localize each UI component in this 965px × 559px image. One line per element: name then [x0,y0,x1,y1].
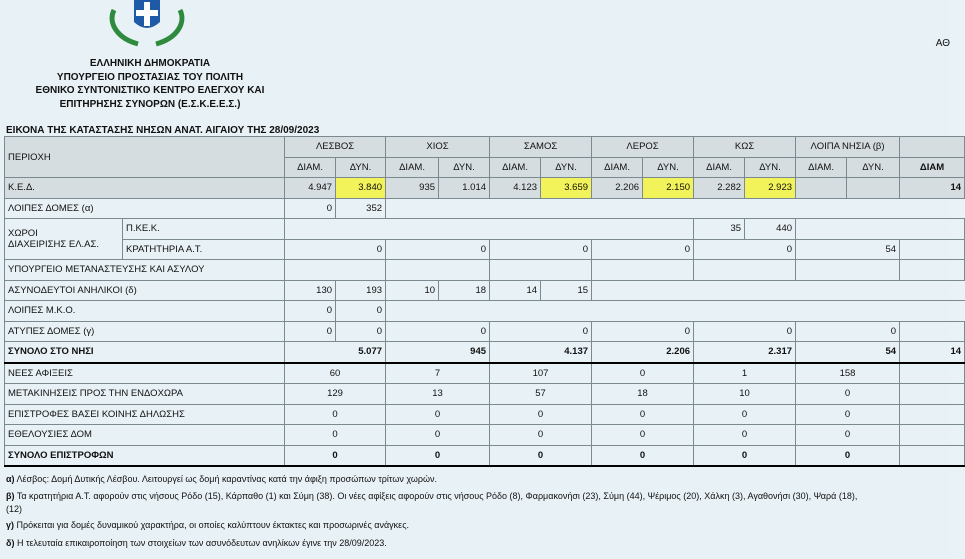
cell-value: 14 [900,342,965,363]
cell-value: 0 [285,198,336,219]
ministry-header [0,57,300,111]
cell-value: 0 [694,404,796,425]
cell-value: 3.840 [336,178,386,199]
table-row [5,198,965,219]
table-row [5,404,965,425]
cell-value: 2.150 [643,178,694,199]
cell-value: 352 [336,198,386,219]
document-title: ΕΙΚΟΝΑ ΤΗΣ ΚΑΤΑΣΤΑΣΗΣ ΝΗΣΩΝ ΑΝΑΤ. ΑΙΓΑΙΟΥ ΤΗΣ 28/09/2023 [6,125,320,136]
header-line: ΥΠΟΥΡΓΕΙΟ ΠΡΟΣΤΑΣΙΑΣ ΤΟΥ ΠΟΛΙΤΗ [56,71,244,83]
row-label: ΕΘΕΛΟΥΣΙΕΣ ΔΟΜ [5,425,285,446]
cell-value: 130 [285,280,336,301]
cell-value: 3.659 [541,178,592,199]
row-label: ΑΤΥΠΕΣ ΔΟΜΕΣ (γ) [5,321,285,342]
cell-value: 4.123 [490,178,541,199]
cell-value: 0 [694,321,796,342]
table-row [5,219,965,240]
cell-value: 1 [694,363,796,384]
footnote [6,490,950,503]
corner-text: ΑΘ [935,38,950,49]
empty-cell [900,404,965,425]
cell-value: 0 [694,445,796,466]
cell-value: 54 [796,342,900,363]
row-label: ΝΕΕΣ ΑΦΙΞΕΙΣ [5,363,285,384]
cell-value: 0 [285,404,386,425]
row-label: Π.ΚΕ.Κ. [123,219,285,240]
cell-value: 5.077 [285,342,386,363]
empty-cell [900,445,965,466]
cell-value: 935 [386,178,439,199]
cell-value: 0 [490,321,592,342]
sub-header: ΔΙΑΜ. [285,157,336,178]
empty-cell [285,219,694,240]
sub-header: ΔΙΑΜ. [796,157,847,178]
greek-emblem-icon [106,0,188,46]
sub-header: ΔΥΝ. [541,157,592,178]
cell-value: 0 [592,321,694,342]
cell-value [796,178,847,199]
cell-value: 4.137 [490,342,592,363]
sub-header: ΔΥΝ. [745,157,796,178]
footnote-key: α) [6,474,15,484]
empty-cell [900,425,965,446]
cell-value: 945 [386,342,490,363]
header-line: ΕΠΙΤΗΡΗΣΗΣ ΣΥΝΟΡΩΝ (Ε.Σ.Κ.Ε.Ε.Σ.) [59,98,241,110]
empty-cell [490,260,592,281]
cell-value: 0 [592,445,694,466]
cell-value: 0 [694,425,796,446]
table-row [5,321,965,342]
cell-value: 2.206 [592,342,694,363]
island-header: ΛΕΡΟΣ [592,137,694,158]
cell-value: 0 [285,239,386,260]
cell-value: 0 [592,239,694,260]
sub-header: ΔΥΝ. [847,157,900,178]
region-header: ΠΕΡΙΟΧΗ [5,137,285,178]
header-line: ΕΛΛΗΝΙΚΗ ΔΗΜΟΚΡΑΤΙΑ [89,58,211,69]
table-row [5,445,965,466]
cell-value: 0 [490,404,592,425]
table-row [5,137,965,158]
islands-status-table [4,136,965,467]
cell-value: 0 [336,301,386,322]
row-label: ΕΠΙΣΤΡΟΦΕΣ ΒΑΣΕΙ ΚΟΙΝΗΣ ΔΗΛΩΣΗΣ [5,404,285,425]
sub-header: ΔΙΑΜ. [386,157,439,178]
sub-header: ΔΥΝ. [439,157,490,178]
empty-cell [592,280,965,301]
footnote [6,534,950,552]
cell-value: 2.317 [694,342,796,363]
row-label: ΥΠΟΥΡΓΕΙΟ ΜΕΤΑΝΑΣΤΕΥΣΗΣ ΚΑΙ ΑΣΥΛΟΥ [5,260,285,281]
empty-cell [796,260,900,281]
table-row [5,363,965,384]
cell-value: 18 [592,384,694,405]
cell-value: 129 [285,384,386,405]
cell-value: 0 [386,404,490,425]
cell-value: 2.206 [592,178,643,199]
footnote [6,470,950,488]
island-header: ΛΕΣΒΟΣ [285,137,386,158]
cell-value: 0 [592,425,694,446]
sub-header: ΔΙΑΜ. [490,157,541,178]
row-label: ΛΟΙΠΕΣ Μ.Κ.Ο. [5,301,285,322]
row-group-label [5,219,123,260]
empty-cell [592,260,694,281]
empty-cell [900,363,965,384]
table-row [5,425,965,446]
cell-value: 0 [796,425,900,446]
table-row [5,384,965,405]
footnote-key: β) [6,491,15,501]
cell-value: 193 [336,280,386,301]
footnote-text: Πρόκειται για δομές δυναμικού χαρακτήρα, οι οποίες καλύπτουν έκτακτες και προσωρινές ανάγκες. [14,520,410,530]
island-header: ΚΩΣ [694,137,796,158]
table-row [5,239,965,260]
cell-value [847,178,900,199]
cell-value: 14 [490,280,541,301]
cell-value: 0 [336,321,386,342]
sub-header: ΔΙΑΜ. [592,157,643,178]
empty-cell [900,239,965,260]
footnote-continuation: (12) [6,504,23,514]
footnotes [6,470,950,552]
row-label: ΑΣΥΝΟΔΕΥΤΟΙ ΑΝΗΛΙΚΟΙ (δ) [5,280,285,301]
empty-cell [386,301,965,322]
island-header: ΣΑΜΟΣ [490,137,592,158]
row-label: ΣΥΝΟΛΟ ΣΤΟ ΝΗΣΙ [5,342,285,363]
island-header: ΧΙΟΣ [386,137,490,158]
cell-value: 107 [490,363,592,384]
table-row [5,280,965,301]
cell-value: 10 [386,280,439,301]
empty-cell [386,198,965,219]
cell-value: 0 [490,445,592,466]
cell-value: 0 [490,425,592,446]
empty-cell [900,321,965,342]
cell-value: 13 [386,384,490,405]
cell-value: 0 [694,239,796,260]
sub-header: ΔΥΝ. [643,157,694,178]
cell-value: 0 [285,321,336,342]
cell-value: 2.282 [694,178,745,199]
cell-value: 0 [796,445,900,466]
footnote-key: γ) [6,520,15,530]
table-row [5,301,965,322]
footnote-key: δ) [6,538,15,548]
cell-value: 15 [541,280,592,301]
footnote-text: Τα κρατητήρια Α.Τ. αφορούν στις νήσους Ρόδο (15), Κάρπαθο (1) και Σύμη (38). Οι νέες αφίξεις αφορούν στις νήσους Ρόδο (8), Φαρμακονήσι (23), Σύμη (44), Ψέριμος (20), Χάλκη (3), Αγαθονήσι (30), Ψαρά (18), [14,491,858,501]
cell-value: 18 [439,280,490,301]
cell-value: 0 [796,321,900,342]
cell-value: 0 [285,301,336,322]
row-label: ΜΕΤΑΚΙΝΗΣΕΙΣ ΠΡΟΣ ΤΗΝ ΕΝΔΟΧΩΡΑ [5,384,285,405]
header-line: ΕΘΝΙΚΟ ΣΥΝΤΟΝΙΣΤΙΚΟ ΚΕΝΤΡΟ ΕΛΕΓΧΟΥ ΚΑΙ [35,85,265,96]
cell-value: 0 [386,239,490,260]
footnote [6,516,950,534]
cell-value: 0 [386,445,490,466]
cell-value: 0 [592,404,694,425]
cell-value: 0 [285,425,386,446]
empty-cell [900,260,965,281]
footnote-text: Λέσβος: Δομή Δυτικής Λέσβου. Λειτουργεί ως δομή καραντίνας κατά την άφιξη προσώπων τρίτων χωρών. [14,474,438,484]
cell-value: 440 [745,219,796,240]
cell-value: 0 [386,425,490,446]
cell-value: 0 [796,384,900,405]
row-label: ΣΥΝΟΛΟ ΕΠΙΣΤΡΟΦΩΝ [5,445,285,466]
cell-value: 1.014 [439,178,490,199]
table-row [5,178,965,199]
cell-value: 7 [386,363,490,384]
cell-value: 0 [592,363,694,384]
cell-value: 0 [386,321,490,342]
empty-cell [386,260,490,281]
cell-value: 35 [694,219,745,240]
cell-value: 2.923 [745,178,796,199]
cell-value: 0 [796,404,900,425]
cell-value: 0 [285,445,386,466]
row-label: ΛΟΙΠΕΣ ΔΟΜΕΣ (α) [5,198,285,219]
table-row [5,342,965,363]
island-header [900,137,965,158]
row-label: ΧΩΡΟΙ [8,228,38,239]
row-label: ΔΙΑΧΕΙΡΙΣΗΣ ΕΛ.ΑΣ. [8,239,100,250]
cell-value: 57 [490,384,592,405]
empty-cell [900,384,965,405]
island-header: ΛΟΙΠΑ ΝΗΣΙΑ (β) [796,137,900,158]
sub-header: ΔΙΑΜ [900,157,965,178]
cell-value: 14 [900,178,965,199]
cell-value: 60 [285,363,386,384]
row-label: ΚΡΑΤΗΤΗΡΙΑ Α.Τ. [123,239,285,260]
cell-value: 10 [694,384,796,405]
empty-cell [285,260,386,281]
empty-cell [694,260,796,281]
empty-cell [796,219,965,240]
table-row [5,260,965,281]
footnote-text: Η τελευταία επικαιροποίηση των στοιχείων των ασυνόδευτων ανηλίκων έγινε την 28/09/2023. [14,538,387,548]
sub-header: ΔΥΝ. [336,157,386,178]
cell-value: 54 [796,239,900,260]
cell-value: 158 [796,363,900,384]
sub-header: ΔΙΑΜ. [694,157,745,178]
cell-value: 4.947 [285,178,336,199]
cell-value: 0 [490,239,592,260]
row-label: Κ.Ε.Δ. [5,178,285,199]
